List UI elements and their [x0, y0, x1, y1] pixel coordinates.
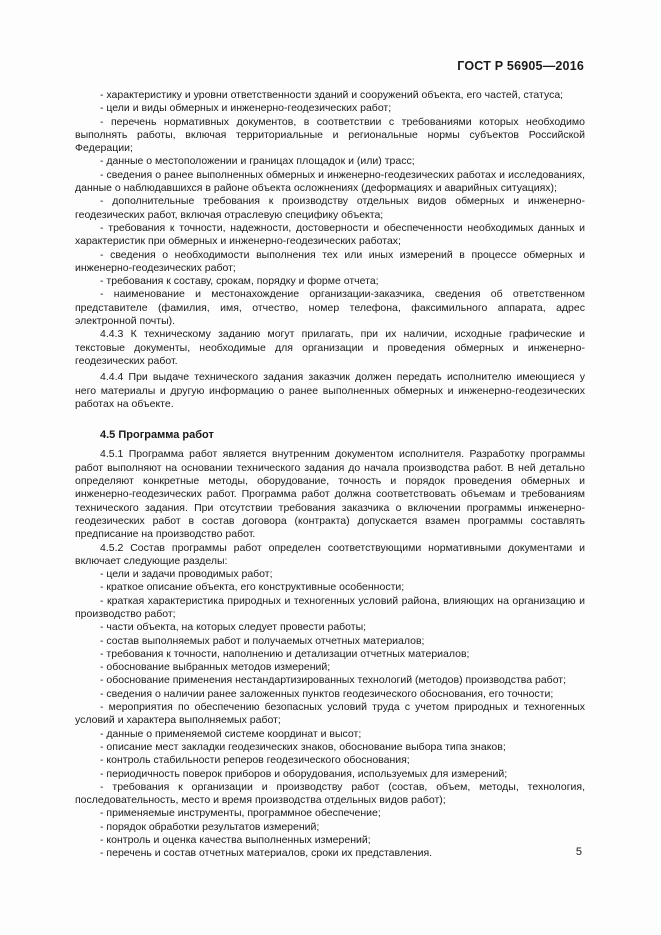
list-item: - части объекта, на которых следует провести работы; [100, 621, 367, 634]
list-item: - сведения о наличии ранее заложенных пунктов геодезического обоснования, его точности; [100, 687, 554, 700]
list-item: - периодичность поверок приборов и оборудования, используемых для измерений; [100, 767, 508, 780]
list-item: - контроль и оценка качества выполненных измерений; [100, 834, 371, 847]
document-code-header: ГОСТ Р 56905—2016 [457, 59, 584, 73]
list-item: - контроль стабильности реперов геодезического обоснования; [100, 754, 410, 767]
list-item: - цели и виды обмерных и инженерно-геодезических работ; [100, 102, 392, 115]
list-item: - порядок обработки результатов измерений; [100, 820, 320, 833]
list-item: - требования к составу, срокам, порядку и форме отчета; [100, 275, 379, 288]
list-item: - требования к точности, наполнению и детализации отчетных материалов; [100, 647, 470, 660]
list-item: - дополнительные требования к производству отдельных видов обмерных и инженерно-геодезических работ, включая отраслевую специфику объекта; [75, 195, 585, 221]
list-item: - описание мест закладки геодезических знаков, обоснование выбора типа знаков; [100, 740, 506, 753]
list-item: - характеристику и уровни ответственности зданий и сооружений объекта, его частей, статуса; [100, 89, 564, 101]
list-item: - состав выполняемых работ и получаемых отчетных материалов; [100, 634, 425, 647]
list-item: - краткое описание объекта, его конструктивные особенности; [100, 581, 405, 594]
section-title: 4.5 Программа работ [100, 429, 214, 442]
list-item: - цели и задачи проводимых работ; [100, 568, 273, 581]
list-item: - обоснование выбранных методов измерений; [100, 661, 331, 674]
list-item: - данные о местоположении и границах площадок и (или) трасс; [100, 155, 415, 168]
list-item: - краткая характеристика природных и техногенных условий района, влияющих на организацию и производство работ; [75, 594, 585, 620]
paragraph-4-5-2: 4.5.2 Состав программы работ определен соответствующими нормативными документами и включает следующие разделы: [75, 541, 585, 567]
list-item: - перечень и состав отчетных материалов, сроки их представления. [100, 847, 433, 860]
list-item: - требования к точности, надежности, достоверности и обеспеченности необходимых данных и характеристик при обмерных и инженерно-геодезических работах; [75, 221, 585, 248]
list-item: - обоснование применения нестандартизированных технологий (методов) производства работ; [100, 674, 567, 687]
paragraph-4-5-1: 4.5.1 Программа работ является внутренним документом исполнителя. Разработку программы работ выполняют на основании технического задания до начала производства работ. В ней детально определяют конкретные методы, оборудование, точность и порядок проведения обмерных и инженерно-геодезических работ. Программа работ должна соответствовать объемам и требованиям технического задания. При отсутствии требования заказчика о включении программы инженерно-геодезических работ в состав договора (контракта) допускается взамен программы составлять предписание на производство работ. [75, 448, 585, 541]
list-item: - требования к организации и производству работ (состав, объем, методы, технология, последовательность, место и время производства отдельных видов работ); [75, 780, 585, 807]
list-item: - мероприятия по обеспечению безопасных условий труда с учетом природных и техногенных условий и характера выполняемых работ; [75, 701, 585, 727]
list-item: - сведения о ранее выполненных обмерных и инженерно-геодезических работах и исследованиях, данные о наблюдавшихся в районе объекта осложнениях (деформациях и аварийных ситуациях); [75, 168, 585, 195]
list-item: - сведения о необходимости выполнения тех или иных измерений в процессе обмерных и инженерно-геодезических работ; [75, 248, 585, 274]
list-item: - применяемые инструменты, программное обеспечение; [100, 807, 381, 820]
document-body [75, 89, 585, 861]
paragraph-4-4-3: 4.4.3 К техническому заданию могут прилагать, при их наличии, исходные графические и текстовые документы, необходимые для организации и проведения обмерных и инженерно-геодезических работ. [75, 328, 585, 367]
paragraph-4-4-4: 4.4.4 При выдаче технического задания заказчик должен передать исполнителю имеющиеся у него материалы и другую информацию о ранее выполненных обмерных и инженерно-геодезических работах на объекте. [75, 371, 585, 410]
requirements-list [75, 89, 585, 328]
list-item: - наименование и местонахождение организации-заказчика, сведения об ответственном представителе (фамилия, имя, отчество, номер телефона, факсимильного аппарата, адрес электронной почты). [75, 288, 585, 328]
program-sections-list [75, 568, 585, 861]
list-item: - перечень нормативных документов, в соответствии с требованиями которых необходимо выполнять работы, включая территориальные и региональные нормы субъектов Российской Федерации; [75, 115, 585, 155]
page-number: 5 [575, 846, 582, 858]
list-item: - данные о применяемой системе координат и высот; [100, 727, 362, 740]
